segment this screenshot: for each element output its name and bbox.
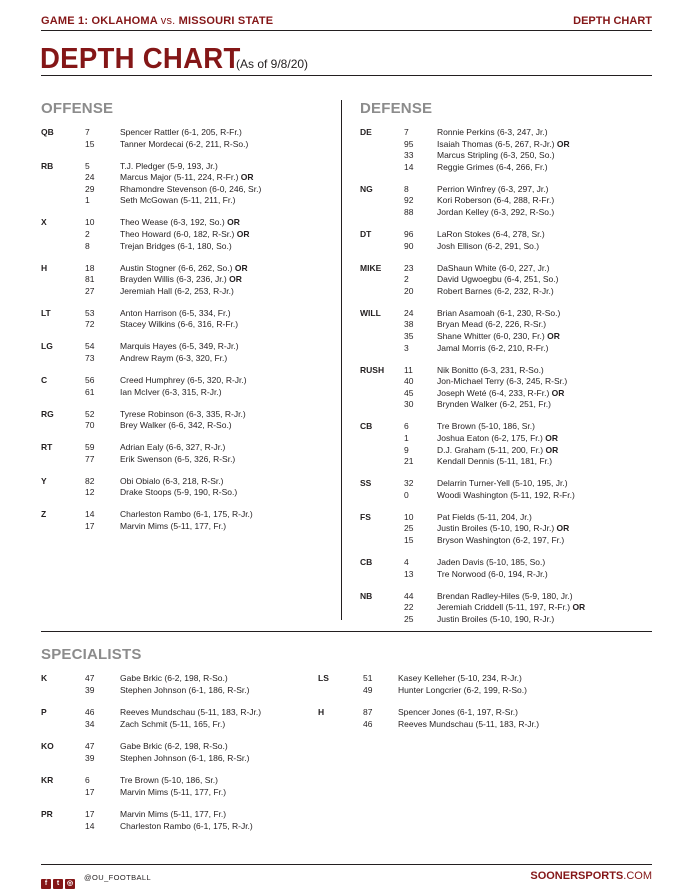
jersey-number: 51 (363, 673, 373, 683)
player-name: Josh Ellison (6-2, 291, So.) (437, 240, 540, 251)
player-name: D.J. Graham (5-11, 200, Fr.) (437, 444, 544, 455)
offense-title: OFFENSE (41, 100, 114, 117)
player-entry (437, 184, 548, 194)
jersey-number: 39 (85, 684, 95, 695)
specialists-rule (41, 631, 652, 632)
column-divider (341, 100, 342, 620)
jersey-number: 10 (85, 217, 95, 228)
jersey-number: 2 (85, 229, 90, 239)
player-name: Kendall Dennis (5-11, 181, Fr.) (437, 456, 553, 467)
player-entry (120, 127, 242, 137)
jersey-number: 92 (404, 195, 414, 206)
player-entry (437, 456, 552, 466)
player-entry (120, 420, 232, 430)
player-entry (120, 775, 218, 785)
jersey-number: 52 (85, 408, 95, 419)
jersey-number: 54 (85, 341, 95, 352)
jersey-number: 12 (85, 487, 95, 498)
player-name: Adrian Ealy (6-6, 327, R-Jr.) (120, 442, 226, 453)
jersey-number: 18 (85, 262, 95, 273)
player-name: Tanner Mordecai (6-2, 211, R-So.) (120, 138, 249, 149)
player-name: Brendan Radley-Hiles (5-9, 180, Jr.) (437, 590, 573, 601)
player-entry (120, 172, 254, 182)
jersey-number: 39 (85, 752, 95, 763)
game-header (41, 15, 273, 27)
player-entry (437, 376, 567, 386)
player-name: Spencer Jones (6-1, 197, R-Sr.) (398, 707, 519, 717)
position-label: NB (360, 590, 373, 601)
player-entry (437, 399, 551, 409)
player-name: Rhamondre Stevenson (6-0, 246, Sr.) (120, 183, 262, 194)
position-label: FS (360, 511, 371, 522)
player-entry (437, 263, 549, 273)
player-name: Brey Walker (6-6, 342, R-So.) (120, 420, 232, 431)
position-label: PR (41, 809, 53, 819)
player-name: Marvin Mims (5-11, 177, Fr.) (120, 521, 227, 531)
player-name: Kori Roberson (6-4, 288, R-Fr.) (437, 195, 555, 206)
player-entry (120, 195, 235, 205)
player-name: David Ugwoegbu (6-4, 251, So.) (437, 274, 559, 285)
player-entry (120, 521, 226, 531)
player-entry (120, 753, 249, 763)
jersey-number: 30 (404, 399, 414, 410)
player-entry (120, 821, 253, 831)
player-name: Andrew Raym (6-3, 320, Fr.) (120, 353, 228, 363)
player-entry (120, 454, 235, 464)
jersey-number: 47 (85, 741, 95, 751)
player-entry (120, 308, 231, 318)
player-entry (120, 263, 248, 273)
game-prefix: GAME 1: (41, 15, 89, 27)
player-entry (120, 375, 247, 385)
player-name: Brayden Willis (6-3, 236, Jr.) (120, 274, 227, 285)
jersey-number: 88 (404, 207, 414, 217)
player-name: Austin Stogner (6-6, 262, So.) (120, 262, 233, 273)
position-label: H (41, 262, 48, 273)
player-entry (120, 787, 226, 797)
jersey-number: 13 (404, 568, 414, 579)
player-name: Woodi Washington (5-11, 192, R-Fr.) (437, 489, 575, 500)
player-name: Jaden Davis (5-10, 185, So.) (437, 557, 546, 567)
jersey-number: 15 (404, 535, 414, 545)
player-entry (120, 217, 240, 227)
jersey-number: 33 (404, 150, 414, 161)
or-label: OR (234, 262, 248, 273)
jersey-number: 14 (85, 509, 95, 520)
jersey-number: 38 (404, 319, 414, 330)
position-label: LT (41, 307, 51, 318)
player-entry (120, 685, 249, 695)
player-name: Theo Wease (6-3, 192, So.) (120, 217, 225, 228)
player-entry (437, 365, 544, 375)
player-name: Brynden Walker (6-2, 251, Fr.) (437, 399, 552, 410)
team-oklahoma: OKLAHOMA (91, 15, 158, 27)
defense-title: DEFENSE (360, 100, 433, 117)
position-label: RUSH (360, 364, 385, 375)
or-label: OR (229, 274, 242, 285)
jersey-number: 87 (363, 707, 373, 717)
player-entry (120, 139, 248, 149)
jersey-number: 7 (404, 127, 409, 137)
player-entry (437, 150, 555, 160)
player-name: Joshua Eaton (6-2, 175, Fr.) (437, 433, 543, 443)
jersey-number: 82 (85, 475, 95, 486)
facebook-icon[interactable]: f (41, 879, 51, 889)
jersey-number: 21 (404, 456, 414, 467)
position-label: KO (41, 741, 54, 751)
player-name: Stacey Wilkins (6-6, 316, R-Fr.) (120, 319, 239, 330)
player-entry (120, 341, 239, 351)
social-icons (41, 872, 77, 890)
header-rule (41, 30, 652, 31)
site-link[interactable] (530, 870, 652, 882)
position-label: KR (41, 775, 54, 785)
jersey-number: 10 (404, 511, 414, 522)
player-entry (120, 387, 222, 397)
player-entry (120, 353, 227, 363)
jersey-number: 61 (85, 386, 95, 397)
player-entry (120, 509, 253, 519)
position-label: CB (360, 557, 373, 567)
jersey-number: 17 (85, 809, 95, 819)
position-label: WILL (360, 307, 381, 318)
player-name: Justin Broiles (5-10, 190, R-Jr.) (437, 523, 555, 534)
player-entry (437, 490, 575, 500)
player-entry (120, 274, 242, 284)
player-name: Spencer Rattler (6-1, 205, R-Fr.) (120, 127, 242, 137)
jersey-number: 22 (404, 602, 414, 613)
position-label: RG (41, 408, 54, 419)
player-name: Stephen Johnson (6-1, 186, R-Sr.) (120, 684, 250, 695)
site-main: SOONERSPORTS (530, 870, 624, 882)
player-entry (437, 274, 558, 284)
player-name: Jordan Kelley (6-3, 292, R-So.) (437, 207, 555, 217)
player-entry (120, 184, 261, 194)
position-label: RB (41, 160, 54, 171)
player-entry (437, 421, 535, 431)
player-name: Pat Fields (5-11, 204, Jr.) (437, 511, 532, 522)
position-label: DT (360, 229, 372, 239)
player-name: Reeves Mundschau (5-11, 183, R-Jr.) (120, 707, 262, 717)
player-name: DaShaun White (6-0, 227, Jr.) (437, 262, 550, 273)
player-name: Hunter Longcrier (6-2, 199, R-So.) (398, 684, 527, 695)
jersey-number: 7 (85, 127, 90, 137)
player-name: Bryan Mead (6-2, 226, R-Sr.) (437, 319, 547, 330)
jersey-number: 34 (85, 718, 95, 729)
player-name: LaRon Stokes (6-4, 278, Sr.) (437, 229, 545, 239)
player-entry (398, 673, 522, 683)
or-label: OR (551, 387, 565, 398)
jersey-number: 3 (404, 342, 409, 353)
player-name: Delarrin Turner-Yell (5-10, 195, Jr.) (437, 478, 568, 489)
position-label: X (41, 217, 47, 228)
player-name: Charleston Rambo (6-1, 175, R-Jr.) (120, 509, 253, 520)
jersey-number: 40 (404, 376, 414, 387)
player-entry (437, 512, 532, 522)
jersey-number: 1 (85, 195, 90, 206)
position-label: CB (360, 421, 373, 432)
player-name: Jon-Michael Terry (6-3, 245, R-Sr.) (437, 376, 568, 387)
jersey-number: 4 (404, 557, 409, 567)
jersey-number: 56 (85, 375, 95, 385)
position-label: SS (360, 478, 372, 489)
position-label: MIKE (360, 262, 382, 273)
player-name: Bryson Washington (6-2, 197, Fr.) (437, 535, 565, 545)
player-name: Joseph Weté (6-4, 233, R-Fr.) (437, 387, 550, 398)
player-name: Perrion Winfrey (6-3, 297, Jr.) (437, 183, 549, 194)
player-name: Marcus Major (5-11, 224, R-Fr.) (120, 172, 239, 183)
player-name: Shane Whitter (6-0, 230, Fr.) (437, 331, 545, 341)
jersey-number: 5 (85, 160, 90, 171)
position-label: Y (41, 475, 47, 486)
player-name: Tre Brown (5-10, 186, Sr.) (437, 421, 535, 432)
player-name: Brian Asamoah (6-1, 230, R-So.) (437, 307, 561, 318)
or-label: OR (556, 523, 570, 534)
jersey-number: 46 (363, 718, 373, 729)
site-suffix: .COM (623, 870, 652, 882)
or-label: OR (545, 433, 558, 443)
position-label: H (318, 707, 325, 717)
player-name: Stephen Johnson (6-1, 186, R-Sr.) (120, 752, 250, 763)
player-entry (437, 591, 573, 601)
jersey-number: 9 (404, 444, 409, 455)
jersey-number: 6 (85, 775, 90, 785)
position-label: LG (41, 341, 53, 352)
jersey-number: 8 (404, 183, 409, 194)
player-entry (437, 195, 554, 205)
player-name: Theo Howard (6-0, 182, R-Sr.) (120, 229, 235, 239)
jersey-number: 59 (85, 442, 95, 453)
player-entry (437, 319, 546, 329)
position-label: P (41, 707, 47, 717)
player-entry (437, 127, 548, 137)
player-entry (120, 673, 228, 683)
player-entry (437, 478, 568, 488)
player-entry (120, 286, 234, 296)
player-entry (437, 445, 558, 455)
jersey-number: 44 (404, 590, 414, 601)
jersey-number: 14 (85, 820, 95, 831)
jersey-number: 2 (404, 274, 409, 285)
player-name: Jamal Morris (6-2, 210, R-Fr.) (437, 342, 549, 353)
position-label: LS (318, 673, 329, 683)
social-handle[interactable]: @OU_FOOTBALL (84, 873, 152, 882)
jersey-number: 14 (404, 161, 414, 172)
jersey-number: 17 (85, 786, 95, 797)
player-entry (120, 719, 225, 729)
header-depth-chart-label: DEPTH CHART (573, 15, 652, 27)
player-name: Tyrese Robinson (6-3, 335, R-Jr.) (120, 408, 246, 419)
player-entry (437, 241, 539, 251)
position-label: K (41, 673, 48, 683)
player-name: Drake Stoops (5-9, 190, R-So.) (120, 487, 238, 498)
player-name: Gabe Brkic (6-2, 198, R-So.) (120, 673, 228, 683)
jersey-number: 6 (404, 421, 409, 432)
player-entry (398, 685, 527, 695)
or-label: OR (556, 138, 570, 149)
jersey-number: 24 (404, 307, 414, 318)
player-entry (120, 319, 238, 329)
jersey-number: 46 (85, 707, 95, 717)
jersey-number: 53 (85, 307, 95, 318)
player-entry (120, 229, 249, 239)
player-entry (120, 809, 226, 819)
player-entry (120, 487, 237, 497)
player-entry (120, 241, 232, 251)
player-name: Obi Obialo (6-3, 218, R-Sr.) (120, 475, 224, 486)
or-label: OR (572, 602, 586, 613)
player-entry (437, 535, 564, 545)
player-entry (437, 331, 560, 341)
footer-rule (41, 864, 652, 865)
player-entry (120, 707, 261, 717)
or-label: OR (240, 172, 254, 183)
position-label: Z (41, 509, 47, 520)
position-label: QB (41, 127, 54, 137)
player-name: Reggie Grimes (6-4, 266, Fr.) (437, 161, 548, 172)
player-name: Jeremiah Criddell (5-11, 197, R-Fr.) (437, 602, 571, 613)
player-name: Marcus Stripling (6-3, 250, So.) (437, 150, 555, 161)
page-title: DEPTH CHART (40, 43, 241, 75)
player-name: Tre Norwood (6-0, 194, R-Jr.) (437, 568, 548, 579)
as-of-date: (As of 9/8/20) (236, 57, 309, 71)
player-entry (437, 569, 548, 579)
player-name: Tre Brown (5-10, 186, Sr.) (120, 775, 218, 785)
player-entry (120, 442, 225, 452)
jersey-number: 11 (404, 364, 413, 375)
player-entry (437, 388, 564, 398)
player-entry (437, 229, 545, 239)
jersey-number: 29 (85, 183, 95, 194)
player-name: Trejan Bridges (6-1, 180, So.) (120, 240, 232, 251)
jersey-number: 96 (404, 229, 414, 239)
player-name: Creed Humphrey (6-5, 320, R-Jr.) (120, 375, 247, 385)
player-entry (120, 476, 223, 486)
jersey-number: 47 (85, 673, 95, 683)
player-name: Zach Schmit (5-11, 165, Fr.) (120, 718, 226, 729)
player-entry (437, 286, 554, 296)
player-entry (398, 707, 518, 717)
jersey-number: 72 (85, 319, 95, 330)
jersey-number: 32 (404, 478, 414, 489)
jersey-number: 45 (404, 387, 414, 398)
player-entry (437, 139, 570, 149)
jersey-number: 23 (404, 262, 414, 273)
jersey-number: 24 (85, 172, 95, 183)
position-label: C (41, 375, 48, 385)
player-name: Reeves Mundschau (5-11, 183, R-Jr.) (398, 718, 540, 729)
vs-label: vs. (160, 15, 176, 27)
player-name: Isaiah Thomas (6-5, 267, R-Jr.) (437, 138, 555, 149)
player-entry (120, 409, 246, 419)
title-rule (41, 75, 652, 76)
jersey-number: 81 (85, 274, 95, 285)
player-name: Marvin Mims (5-11, 177, Fr.) (120, 786, 227, 797)
position-label: DE (360, 127, 372, 137)
player-name: Charleston Rambo (6-1, 175, R-Jr.) (120, 820, 253, 831)
player-name: Gabe Brkic (6-2, 198, R-So.) (120, 741, 228, 751)
player-name: Jeremiah Hall (6-2, 253, R-Jr.) (120, 285, 234, 296)
jersey-number: 20 (404, 285, 414, 296)
player-name: Seth McGowan (5-11, 211, Fr.) (120, 195, 236, 206)
specialists-title: SPECIALISTS (41, 646, 142, 663)
jersey-number: 73 (85, 353, 95, 363)
player-entry (437, 343, 548, 353)
player-name: Marquis Hayes (6-5, 349, R-Jr.) (120, 341, 239, 352)
position-label: RT (41, 442, 53, 453)
jersey-number: 8 (85, 240, 90, 251)
player-name: Kasey Kelleher (5-10, 234, R-Jr.) (398, 673, 522, 683)
player-name: T.J. Pledger (5-9, 193, Jr.) (120, 160, 218, 171)
player-entry (437, 523, 569, 533)
twitter-icon[interactable]: t (53, 879, 63, 889)
player-entry (437, 614, 554, 624)
player-entry (437, 308, 560, 318)
player-name: Robert Barnes (6-2, 232, R-Jr.) (437, 285, 554, 296)
player-entry (398, 719, 539, 729)
player-name: Ronnie Perkins (6-3, 247, Jr.) (437, 127, 548, 137)
jersey-number: 15 (85, 138, 95, 149)
player-name: Ian McIver (6-3, 315, R-Jr.) (120, 386, 222, 397)
jersey-number: 27 (85, 285, 95, 296)
team-missouri-state: MISSOURI STATE (178, 15, 274, 27)
player-name: Anton Harrison (6-5, 334, Fr.) (120, 307, 231, 318)
or-label: OR (547, 331, 560, 341)
player-entry (437, 207, 554, 217)
position-label: NG (360, 183, 373, 194)
player-entry (120, 161, 218, 171)
player-entry (437, 433, 558, 443)
or-label: OR (227, 217, 240, 228)
or-label: OR (236, 229, 250, 239)
jersey-number: 90 (404, 240, 414, 251)
player-entry (437, 602, 585, 612)
player-name: Marvin Mims (5-11, 177, Fr.) (120, 809, 227, 819)
player-entry (437, 557, 545, 567)
jersey-number: 0 (404, 489, 409, 500)
player-entry (437, 162, 548, 172)
jersey-number: 49 (363, 684, 373, 695)
player-name: Nik Bonitto (6-3, 231, R-So.) (437, 364, 544, 375)
jersey-number: 25 (404, 523, 414, 534)
player-entry (120, 741, 228, 751)
jersey-number: 70 (85, 420, 95, 431)
player-name: Erik Swenson (6-5, 326, R-Sr.) (120, 453, 236, 464)
jersey-number: 17 (85, 521, 95, 531)
jersey-number: 25 (404, 613, 414, 624)
instagram-icon[interactable]: ◎ (66, 880, 74, 887)
jersey-number: 95 (404, 138, 414, 149)
jersey-number: 35 (404, 331, 414, 341)
player-name: Justin Broiles (5-10, 190, R-Jr.) (437, 613, 555, 624)
or-label: OR (545, 444, 559, 455)
jersey-number: 77 (85, 453, 95, 464)
jersey-number: 1 (404, 433, 409, 443)
